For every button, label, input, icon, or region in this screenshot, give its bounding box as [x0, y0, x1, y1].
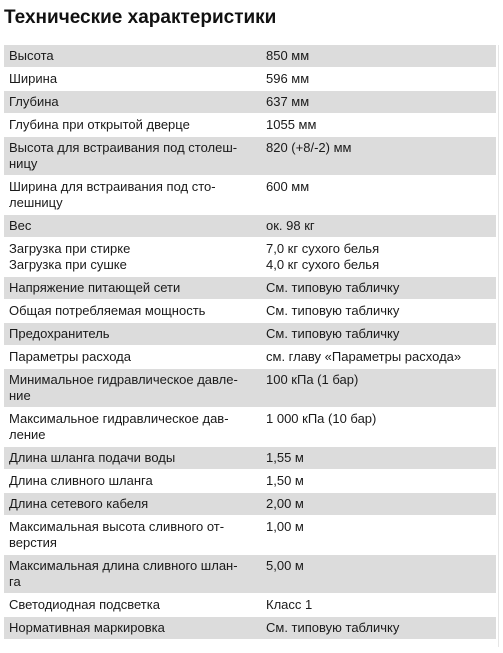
table-row — [4, 516, 496, 555]
spec-label: Высота — [4, 45, 261, 68]
spec-value: См. типовую табличку — [261, 323, 496, 346]
spec-label: Глубина при открытой дверце — [4, 114, 261, 137]
table-row — [4, 238, 496, 277]
spec-label: Максимальное гидравлическое дав- ление — [4, 408, 261, 447]
table-row — [4, 215, 496, 238]
spec-label: Минимальное гидравлическое давле- ние — [4, 369, 261, 408]
page-title: Технические характеристики — [4, 7, 277, 28]
page-edge-rule — [498, 45, 499, 647]
spec-value: См. типовую табличку — [261, 277, 496, 300]
spec-value: 850 мм — [261, 45, 496, 68]
spec-label: Длина сливного шланга — [4, 470, 261, 493]
spec-value: 1 000 кПа (10 бар) — [261, 408, 496, 447]
spec-label: Длина шланга подачи воды — [4, 447, 261, 470]
table-row — [4, 470, 496, 493]
table-row — [4, 408, 496, 447]
spec-value: 100 кПа (1 бар) — [261, 369, 496, 408]
table-row — [4, 369, 496, 408]
spec-value: 1,50 м — [261, 470, 496, 493]
table-row — [4, 91, 496, 114]
spec-label: Нормативная маркировка — [4, 617, 261, 640]
table-row — [4, 323, 496, 346]
spec-label: Общая потребляемая мощность — [4, 300, 261, 323]
spec-value: См. типовую табличку — [261, 617, 496, 640]
spec-label: Ширина — [4, 68, 261, 91]
specifications-table — [4, 45, 496, 640]
spec-value: см. главу «Параметры расхода» — [261, 346, 496, 369]
spec-value: Класс 1 — [261, 594, 496, 617]
spec-label: Глубина — [4, 91, 261, 114]
spec-label: Вес — [4, 215, 261, 238]
spec-label: Максимальная высота сливного от- верстия — [4, 516, 261, 555]
spec-value: 596 мм — [261, 68, 496, 91]
table-row — [4, 493, 496, 516]
spec-label: Предохранитель — [4, 323, 261, 346]
spec-value: 637 мм — [261, 91, 496, 114]
spec-value: 820 (+8/-2) мм — [261, 137, 496, 176]
spec-label: Напряжение питающей сети — [4, 277, 261, 300]
table-row — [4, 617, 496, 640]
table-row — [4, 68, 496, 91]
table-row — [4, 346, 496, 369]
table-row — [4, 114, 496, 137]
spec-label: Параметры расхода — [4, 346, 261, 369]
table-row — [4, 45, 496, 68]
spec-value: 7,0 кг сухого белья 4,0 кг сухого белья — [261, 238, 496, 277]
spec-label: Длина сетевого кабеля — [4, 493, 261, 516]
table-row — [4, 277, 496, 300]
spec-label: Максимальная длина сливного шлан- га — [4, 555, 261, 594]
spec-label: Загрузка при стирке Загрузка при сушке — [4, 238, 261, 277]
spec-label: Высота для встраивания под столеш- ницу — [4, 137, 261, 176]
table-row — [4, 447, 496, 470]
table-row — [4, 176, 496, 215]
spec-label: Светодиодная подсветка — [4, 594, 261, 617]
spec-value: См. типовую табличку — [261, 300, 496, 323]
table-row — [4, 594, 496, 617]
spec-label: Ширина для встраивания под сто- лешницу — [4, 176, 261, 215]
table-row — [4, 300, 496, 323]
spec-value: 600 мм — [261, 176, 496, 215]
spec-value: 5,00 м — [261, 555, 496, 594]
spec-value: 1,55 м — [261, 447, 496, 470]
table-row — [4, 555, 496, 594]
spec-value: 1055 мм — [261, 114, 496, 137]
spec-value: 1,00 м — [261, 516, 496, 555]
spec-value: ок. 98 кг — [261, 215, 496, 238]
table-row — [4, 137, 496, 176]
spec-value: 2,00 м — [261, 493, 496, 516]
